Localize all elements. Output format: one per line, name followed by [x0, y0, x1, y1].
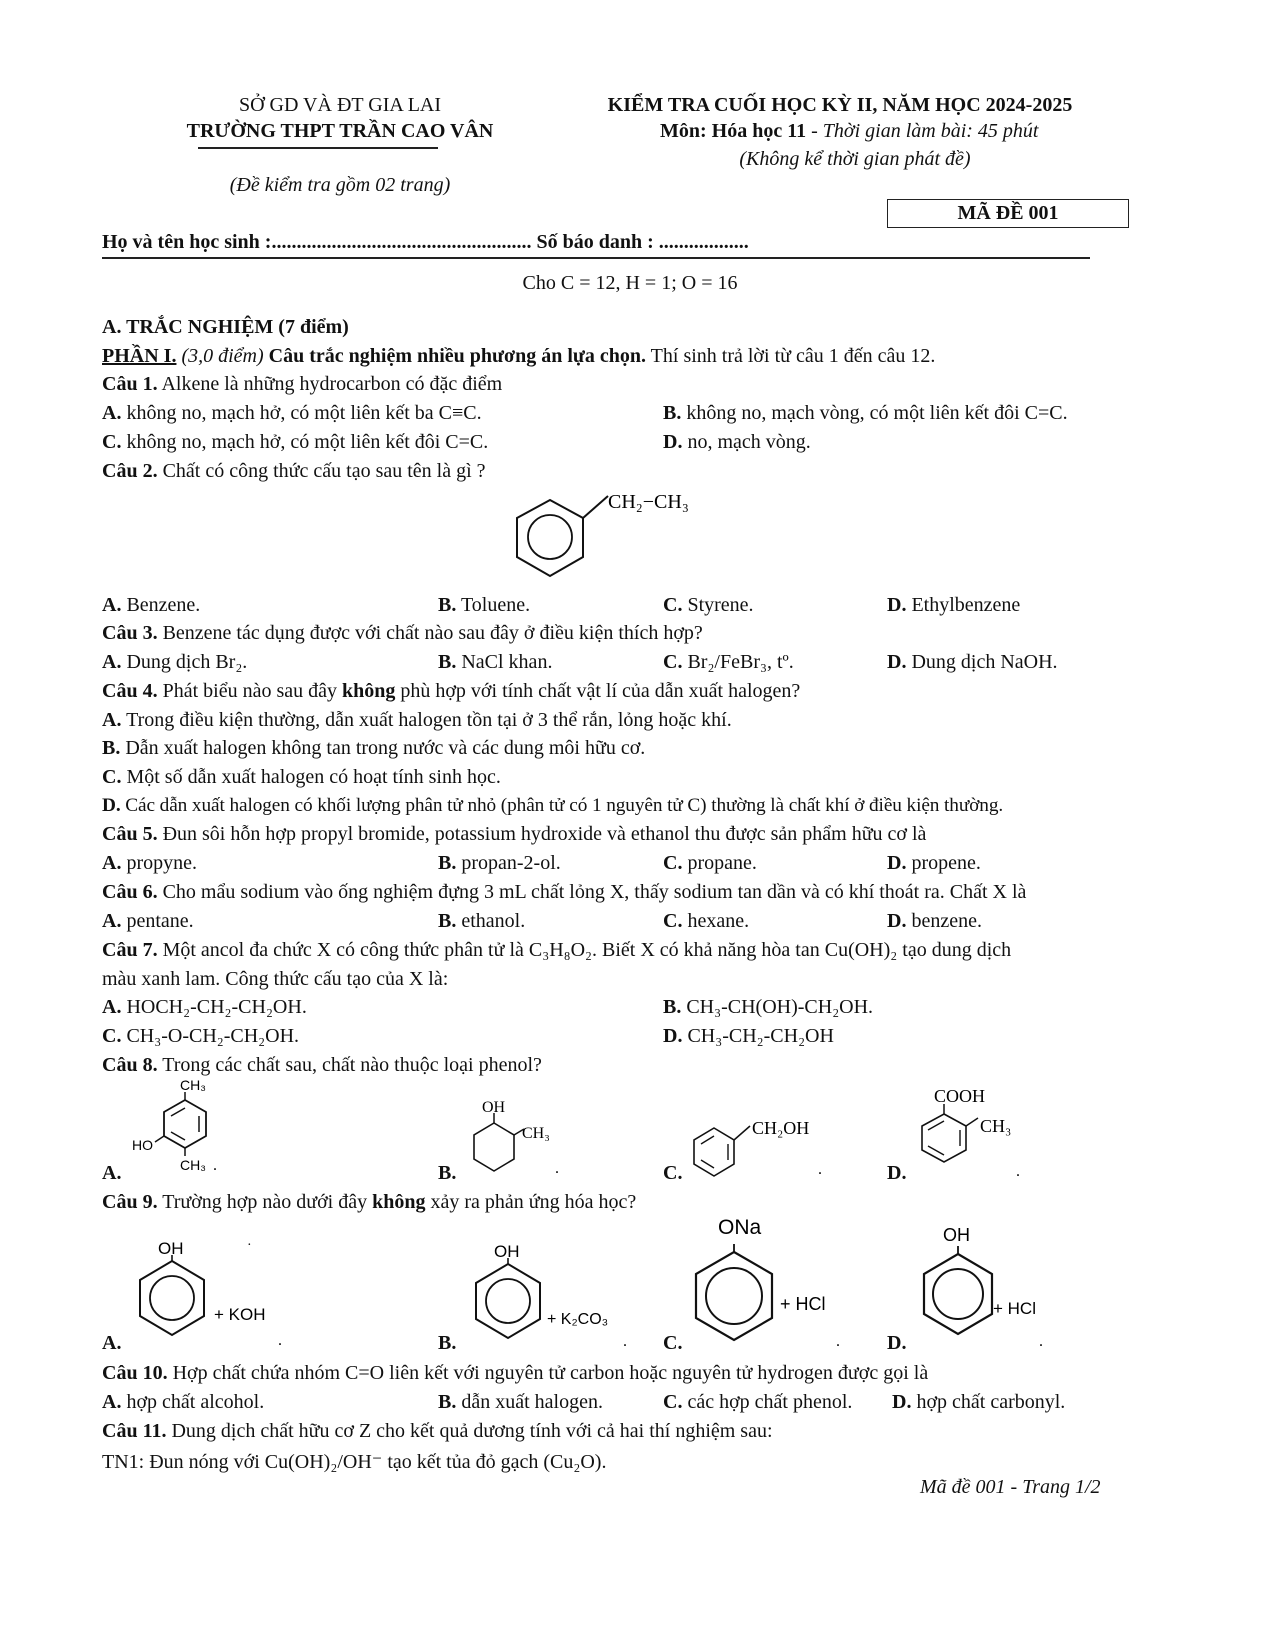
option-letter: B. [438, 852, 457, 874]
svg-text:.: . [818, 1161, 822, 1178]
question-text: Một ancol đa chức X có công thức phân tử là C₃H₈O₂. Biết X có khả năng hòa tan Cu(OH)₂ tạo dung dịch [157, 939, 1012, 961]
option-letter: A. [102, 996, 122, 1018]
ch3-label: CH₃ [522, 1125, 550, 1142]
option-text: propene. [906, 852, 981, 874]
option-letter: C. [102, 431, 122, 453]
q8-structure-d [910, 1084, 1040, 1179]
question-7-continued: màu xanh lam. Công thức cấu tạo của X là: [102, 968, 449, 990]
question-text: phù hợp với tính chất vật lí của dẫn xuất halogen? [395, 680, 801, 702]
question-text: Cho mẩu sodium vào ống nghiệm đựng 3 mL chất lỏng X, thấy sodium tan dần và có khí thoát ra. Chất X là [157, 881, 1027, 903]
option-text: CH₃-CH₂-CH₂OH [682, 1025, 834, 1047]
ona-label: ONa [718, 1216, 762, 1239]
q9-option-a[interactable]: A. [102, 1332, 122, 1354]
q8-option-c[interactable]: C. [663, 1162, 683, 1184]
time-label: - Thời gian làm bài: 45 phút [806, 120, 1039, 142]
question-9 [102, 1191, 636, 1214]
option-letter: D. [887, 852, 907, 874]
q5-option-d[interactable] [887, 852, 981, 875]
option-text: Một số dẫn xuất halogen có hoạt tính sinh học. [121, 766, 501, 788]
question-5 [102, 823, 926, 846]
option-text: Benzene. [121, 594, 201, 616]
question-label: Câu 2. [102, 460, 158, 482]
q8-structure-c [688, 1110, 838, 1185]
option-letter: C. [663, 910, 683, 932]
question-label: Câu 5. [102, 823, 158, 845]
option-letter: D. [892, 1391, 912, 1413]
q3-option-a[interactable] [102, 651, 247, 674]
time-note: (Không kể thời gian phát đề) [739, 148, 971, 170]
option-text: NaCl khan. [456, 651, 553, 673]
q1-option-c[interactable] [102, 431, 488, 454]
q6-option-c[interactable] [663, 910, 749, 933]
question-text: Đun sôi hỗn hợp propyl bromide, potassium hydroxide và ethanol thu được sản phẩm hữu cơ là [157, 823, 927, 845]
q10-option-d[interactable] [892, 1391, 1065, 1414]
oh-label: OH [494, 1242, 520, 1261]
option-text: Styrene. [682, 594, 754, 616]
question-label: Câu 10. [102, 1362, 168, 1384]
svg-text:.: . [1016, 1163, 1020, 1180]
oh-label: OH [158, 1239, 184, 1258]
q6-option-b[interactable] [438, 910, 525, 933]
question-text: Alkene là những hydrocarbon có đặc điểm [157, 373, 503, 395]
option-letter: D. [663, 1025, 683, 1047]
q3-option-b[interactable] [438, 651, 552, 674]
exam-title: KIỂM TRA CUỐI HỌC KỲ II, NĂM HỌC 2024-2025 [607, 94, 1073, 116]
option-letter: B. [438, 910, 457, 932]
option-letter: A. [102, 651, 122, 673]
question-4 [102, 680, 800, 703]
option-letter: C. [663, 852, 683, 874]
reagent-label: + HCl [993, 1299, 1036, 1318]
q1-option-d[interactable] [663, 431, 811, 454]
q3-option-d[interactable] [887, 651, 1058, 674]
q10-option-c[interactable] [663, 1391, 852, 1414]
q9-option-d[interactable]: D. [887, 1332, 907, 1354]
student-info-line: Họ và tên học sinh :.................................................... Số báo danh : .................. [102, 231, 749, 253]
oh-label: OH [482, 1099, 506, 1116]
question-text: Hợp chất chứa nhóm C=O liên kết với nguyên tử carbon hoặc nguyên tử hydrogen được gọi là [167, 1362, 929, 1384]
question-label: Câu 6. [102, 881, 158, 903]
question-label: Câu 7. [102, 939, 158, 961]
question-label: Câu 4. [102, 680, 158, 702]
option-letter: A. [102, 1391, 122, 1413]
svg-text:·: · [247, 1238, 252, 1253]
q8-structure-a [125, 1078, 235, 1178]
q9-option-b[interactable]: B. [438, 1332, 457, 1354]
question-text: Chất có công thức cấu tạo sau tên là gì ? [157, 460, 486, 482]
option-text: Trong điều kiện thường, dẫn xuất halogen tồn tại ở 3 thể rắn, lỏng hoặc khí. [121, 709, 732, 731]
option-text: hexane. [682, 910, 750, 932]
option-letter: D. [887, 594, 907, 616]
option-letter: B. [663, 402, 682, 424]
ho-label: HO [132, 1137, 153, 1153]
part-points: (3,0 điểm) [176, 345, 269, 367]
question-emphasis: không [372, 1191, 426, 1213]
atomic-masses: Cho C = 12, H = 1; O = 16 [522, 272, 738, 294]
part-title: Câu trắc nghiệm nhiều phương án lựa chọn. [268, 345, 647, 367]
q9-structure-a [120, 1235, 300, 1355]
q10-option-b[interactable] [438, 1391, 603, 1414]
option-letter: B. [438, 1391, 457, 1413]
svg-text:.: . [623, 1333, 627, 1350]
q5-option-c[interactable] [663, 852, 757, 875]
school-name: TRƯỜNG THPT TRẦN CAO VÂN [186, 120, 494, 142]
q11-experiment-1: TN1: Đun nóng với Cu(OH)₂/OH⁻ tạo kết tủa đỏ gạch (Cu₂O). [102, 1451, 607, 1473]
option-letter: D. [887, 910, 907, 932]
question-1 [102, 373, 502, 396]
q8-option-d[interactable]: D. [887, 1162, 907, 1184]
exam-code-box [887, 199, 1129, 228]
svg-text:.: . [278, 1332, 282, 1349]
question-11 [102, 1420, 773, 1443]
option-letter: A. [102, 910, 122, 932]
q8-option-a[interactable]: A. [102, 1162, 122, 1184]
q4-option-b[interactable] [102, 737, 645, 760]
option-letter: C. [663, 594, 683, 616]
exam-code: MÃ ĐỀ 001 [957, 202, 1059, 224]
q6-option-a[interactable] [102, 910, 194, 933]
subject-label: Môn: Hóa học 11 [660, 120, 807, 142]
q2-option-b[interactable] [438, 594, 530, 617]
option-letter: D. [663, 431, 683, 453]
q8-structure-b [460, 1093, 580, 1183]
option-text: propan-2-ol. [456, 852, 561, 874]
option-letter: D. [102, 795, 121, 816]
option-letter: B. [438, 651, 457, 673]
option-text: các hợp chất phenol. [682, 1391, 853, 1413]
question-text: xảy ra phản ứng hóa học? [425, 1191, 637, 1213]
option-text: Ethylbenzene [906, 594, 1021, 616]
q9-option-c[interactable]: C. [663, 1332, 683, 1354]
question-7 [102, 939, 1011, 962]
question-text: Benzene tác dụng được với chất nào sau đây ở điều kiện thích hợp? [157, 622, 703, 644]
ch3-label: CH₃ [180, 1077, 206, 1093]
option-text: dẫn xuất halogen. [456, 1391, 603, 1413]
option-letter: C. [663, 1391, 683, 1413]
option-text: hợp chất alcohol. [121, 1391, 265, 1413]
q5-option-a[interactable] [102, 852, 197, 875]
svg-text:.: . [836, 1333, 840, 1350]
option-text: Toluene. [456, 594, 531, 616]
subject-line [660, 120, 1038, 143]
q1-option-b[interactable] [663, 402, 1068, 425]
option-letter: B. [438, 594, 457, 616]
option-letter: C. [102, 1025, 122, 1047]
q10-option-a[interactable] [102, 1391, 264, 1414]
option-text: ethanol. [456, 910, 526, 932]
header-underline [198, 147, 438, 149]
option-text: hợp chất carbonyl. [911, 1391, 1066, 1413]
part-instruction: Thí sinh trả lời từ câu 1 đến câu 12. [646, 345, 936, 367]
question-text: Trong các chất sau, chất nào thuộc loại phenol? [157, 1054, 542, 1076]
option-text: HOCH₂-CH₂-CH₂OH. [121, 996, 307, 1018]
question-label: Câu 11. [102, 1420, 167, 1442]
option-letter: D. [887, 651, 907, 673]
option-letter: A. [102, 852, 122, 874]
option-text: CH₃-CH(OH)-CH₂OH. [681, 996, 874, 1018]
option-text: Dung dịch Br₂. [121, 651, 248, 673]
option-letter: C. [663, 651, 683, 673]
page-count-note: (Đề kiểm tra gồm 02 trang) [229, 174, 451, 196]
reagent-label: + HCl [780, 1294, 826, 1314]
ethyl-group-label: CH₂−CH₃ [608, 491, 689, 513]
option-text: no, mạch vòng. [682, 431, 811, 453]
part-heading [102, 345, 935, 368]
section-title: A. TRẮC NGHIỆM (7 điểm) [102, 316, 349, 338]
reagent-label: + KOH [214, 1305, 266, 1324]
option-text: propane. [682, 852, 757, 874]
option-letter: A. [102, 709, 122, 731]
question-8 [102, 1054, 542, 1077]
ethylbenzene-structure [500, 484, 730, 584]
q7-option-c[interactable] [102, 1025, 299, 1048]
department: SỞ GD VÀ ĐT GIA LAI [238, 94, 442, 116]
question-2 [102, 460, 486, 483]
q3-option-c[interactable] [663, 651, 794, 674]
question-10 [102, 1362, 928, 1385]
q4-option-a[interactable] [102, 709, 732, 732]
option-text: không no, mạch vòng, có một liên kết đôi C=C. [681, 402, 1068, 424]
question-label: Câu 8. [102, 1054, 158, 1076]
option-letter: C. [102, 766, 122, 788]
q7-option-a[interactable] [102, 996, 307, 1019]
question-6 [102, 881, 1026, 904]
option-text: benzene. [906, 910, 982, 932]
svg-text:.: . [1039, 1333, 1043, 1350]
page-footer: Mã đề 001 - Trang 1/2 [920, 1476, 1101, 1498]
q1-option-a[interactable] [102, 402, 482, 425]
option-text: không no, mạch hở, có một liên kết ba C≡C. [121, 402, 482, 424]
header-separator [102, 257, 1090, 259]
q9-structure-c [680, 1210, 860, 1360]
q6-option-d[interactable] [887, 910, 982, 933]
ch3-label: CH₃ [980, 1116, 1012, 1136]
q4-option-d[interactable] [102, 795, 1003, 817]
q2-option-a[interactable] [102, 594, 200, 617]
option-text: không no, mạch hở, có một liên kết đôi C=C. [121, 431, 489, 453]
option-letter: B. [663, 996, 682, 1018]
q2-option-d[interactable] [887, 594, 1020, 617]
question-3 [102, 622, 703, 645]
option-text: Dung dịch NaOH. [906, 651, 1058, 673]
q9-structure-b [455, 1238, 635, 1358]
cooh-label: COOH [934, 1086, 986, 1106]
option-text: pentane. [121, 910, 194, 932]
question-label: Câu 1. [102, 373, 158, 395]
q5-option-b[interactable] [438, 852, 561, 875]
option-text: Br₂/FeBr₃, tº. [682, 651, 794, 673]
svg-text:.: . [213, 1157, 217, 1174]
question-text: Phát biểu nào sau đây [157, 680, 342, 702]
option-text: Các dẫn xuất halogen có khối lượng phân tử nhỏ (phân tử có 1 nguyên tử C) thường là chất khí ở điều kiện thường. [120, 795, 1004, 816]
option-letter: A. [102, 402, 122, 424]
part-label: PHẦN I. [102, 345, 177, 367]
q4-option-c[interactable] [102, 766, 501, 789]
option-letter: A. [102, 594, 122, 616]
option-text: Dẫn xuất halogen không tan trong nước và các dung môi hữu cơ. [120, 737, 646, 759]
oh-label: OH [943, 1225, 970, 1245]
q7-option-b[interactable] [663, 996, 873, 1019]
question-text: Dung dịch chất hữu cơ Z cho kết quả dương tính với cả hai thí nghiệm sau: [166, 1420, 773, 1442]
q8-option-b[interactable]: B. [438, 1162, 457, 1184]
question-text: Trường hợp nào dưới đây [157, 1191, 373, 1213]
q7-option-d[interactable] [663, 1025, 834, 1048]
question-emphasis: không [341, 680, 396, 702]
svg-text:.: . [555, 1160, 559, 1177]
question-label: Câu 3. [102, 622, 158, 644]
ch2oh-label: CH₂OH [752, 1118, 810, 1138]
question-label: Câu 9. [102, 1191, 158, 1213]
ch3-label: CH₃ [180, 1157, 206, 1173]
reagent-label: + K₂CO₃ [547, 1311, 609, 1328]
q2-option-c[interactable] [663, 594, 754, 617]
option-text: CH₃-O-CH₂-CH₂OH. [121, 1025, 300, 1047]
q9-structure-d [905, 1220, 1055, 1360]
option-text: propyne. [121, 852, 197, 874]
option-letter: B. [102, 737, 121, 759]
